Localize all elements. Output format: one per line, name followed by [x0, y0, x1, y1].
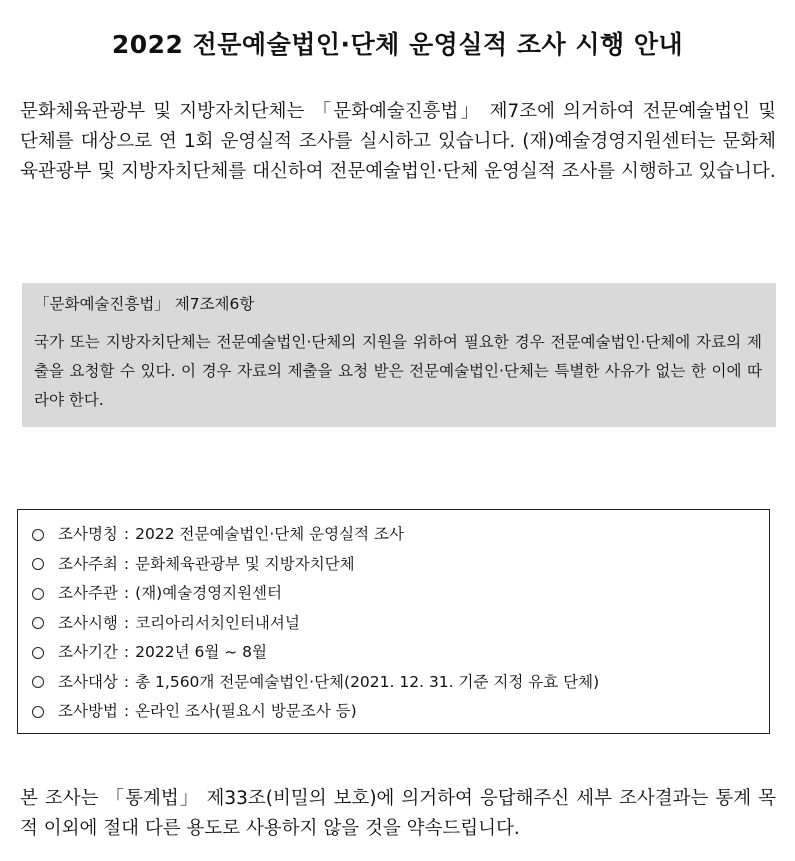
info-value: 2022년 6월 ~ 8월 [135, 643, 267, 661]
survey-info-item-target [32, 668, 599, 698]
info-label: 조사방법 [58, 702, 118, 720]
law-excerpt-box [22, 283, 776, 427]
circle-bullet-icon [32, 588, 44, 600]
survey-info-item-conductor [32, 609, 599, 639]
info-label: 조사대상 [58, 672, 118, 691]
closing-paragraph: 본 조사는 「통계법」 제33조(비밀의 보호)에 의거하여 응답해주신 세부 조사결과는 통계 목적 이외에 절대 다른 용도로 사용하지 않을 것을 약속드립니다. [20, 788, 776, 839]
survey-info-item-host [32, 550, 599, 580]
circle-bullet-icon [32, 706, 44, 718]
info-label: 조사주관 [58, 584, 118, 602]
survey-info-list [32, 520, 599, 727]
survey-info-box [17, 509, 770, 734]
info-separator: : [123, 643, 130, 661]
circle-bullet-icon [32, 558, 44, 570]
law-excerpt-text: 국가 또는 지방자치단체는 전문예술법인·단체의 지원을 위하여 필요한 경우 전문예술법인·단체에 자료의 제출을 요청할 수 있다. 이 경우 자료의 제출을 요청 받은 전문예술법인·단체는 특별한 사유가 없는 한 이에 따라야 한다. [34, 333, 762, 409]
survey-info-item-period [32, 638, 599, 668]
info-separator: : [123, 584, 130, 602]
circle-bullet-icon [32, 676, 44, 688]
info-label: 조사기간 [58, 643, 118, 661]
law-excerpt-title: 「문화예술진흥법」 제7조제6항 [34, 295, 255, 313]
info-value: 온라인 조사(필요시 방문조사 등) [135, 702, 357, 720]
circle-bullet-icon [32, 617, 44, 629]
info-label: 조사명칭 [58, 525, 118, 543]
info-label: 조사주최 [58, 554, 118, 573]
survey-info-item-name [32, 520, 599, 550]
info-value: 총 1,560개 전문예술법인·단체(2021. 12. 31. 기준 지정 유효 단체) [135, 672, 600, 691]
info-separator: : [123, 672, 130, 691]
info-value: 코리아리서치인터내셔널 [135, 613, 300, 632]
info-value: (재)예술경영지원센터 [135, 584, 282, 602]
info-separator: : [123, 525, 130, 543]
info-label: 조사시행 [58, 613, 118, 632]
info-value: 2022 전문예술법인·단체 운영실적 조사 [135, 525, 404, 543]
info-value: 문화체육관광부 및 지방자치단체 [135, 554, 355, 573]
survey-info-item-method [32, 697, 599, 727]
survey-info-item-organizer [32, 579, 599, 609]
page-title: 2022 전문예술법인·단체 운영실적 조사 시행 안내 [111, 29, 684, 59]
intro-paragraph: 문화체육관광부 및 지방자치단체는 「문화예술진흥법」 제7조에 의거하여 전문예술법인 및 단체를 대상으로 연 1회 운영실적 조사를 실시하고 있습니다. (재)예술경영지원센터는 문화체육관광부 및 지방자치단체를 대신하여 전문예술법인·단체 운영실적 조사를 시행하고 있습니다. [20, 101, 776, 182]
info-separator: : [123, 554, 130, 573]
info-separator: : [123, 613, 130, 632]
circle-bullet-icon [32, 647, 44, 659]
info-separator: : [123, 702, 130, 720]
circle-bullet-icon [32, 529, 44, 541]
